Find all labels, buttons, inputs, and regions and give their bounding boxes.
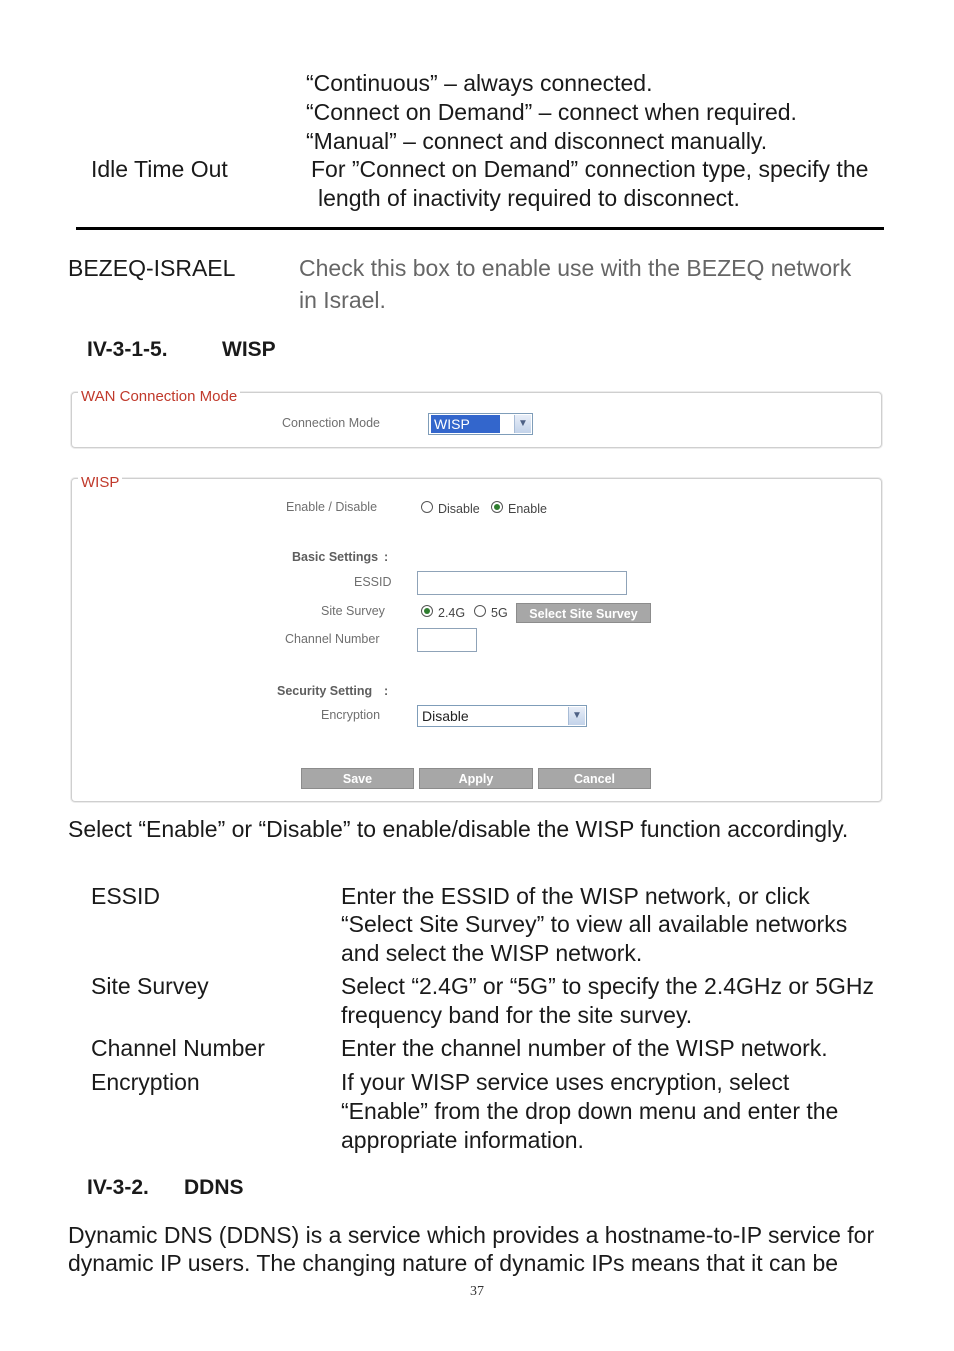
security-setting-label: Security Setting (277, 684, 373, 698)
wisp-legend: WISP (78, 474, 122, 491)
enable-radio-label: Enable (508, 502, 547, 516)
encryption-desc-3: appropriate information. (341, 1127, 584, 1153)
channel-number-input[interactable] (417, 628, 477, 652)
idle-timeout-desc-1: For ”Connect on Demand” connection type, specify the (311, 156, 869, 182)
continuous-desc: “Continuous” – always connected. (306, 70, 653, 96)
site-survey-label: Site Survey (321, 604, 385, 618)
basic-settings-label: Basic Settings (292, 550, 379, 564)
cancel-button[interactable]: Cancel (538, 768, 651, 789)
section-wisp-number: IV-3-1-5. (87, 338, 168, 361)
connection-mode-label: Connection Mode (282, 416, 380, 430)
essid-desc-3: and select the WISP network. (341, 940, 643, 966)
encryption-select[interactable] (417, 705, 587, 727)
channel-number-desc-1: Enter the channel number of the WISP network. (341, 1035, 828, 1061)
bezeq-term: BEZEQ-ISRAEL (68, 255, 236, 281)
select-site-survey-button[interactable]: Select Site Survey (516, 603, 651, 623)
idle-timeout-desc-2: length of inactivity required to disconnect. (318, 185, 740, 211)
idle-timeout-term: Idle Time Out (91, 156, 228, 182)
encryption-term: Encryption (91, 1069, 200, 1095)
apply-button[interactable]: Apply (419, 768, 533, 789)
site-survey-term: Site Survey (91, 973, 209, 999)
encryption-value: Disable (422, 708, 469, 724)
disable-radio-label: Disable (438, 502, 480, 516)
essid-desc-2: “Select Site Survey” to view all available networks (341, 911, 848, 937)
on-demand-desc: “Connect on Demand” – connect when required. (306, 99, 797, 125)
channel-number-label: Channel Number (285, 632, 380, 646)
band-24g-radio[interactable] (421, 605, 433, 617)
band-5g-radio[interactable] (474, 605, 486, 617)
chevron-down-icon: ▼ (568, 707, 585, 725)
manual-desc: “Manual” – connect and disconnect manually. (306, 128, 768, 154)
table-bottom-rule (76, 227, 884, 230)
ddns-intro-1: Dynamic DNS (DDNS) is a service which provides a hostname-to-IP service for (68, 1222, 875, 1248)
encryption-desc-2: “Enable” from the drop down menu and enter the (341, 1098, 839, 1124)
security-setting-colon: : (384, 684, 389, 698)
connection-mode-value: WISP (431, 415, 500, 433)
channel-number-term: Channel Number (91, 1035, 265, 1061)
save-button[interactable]: Save (301, 768, 414, 789)
section-wisp-title: WISP (222, 338, 276, 361)
essid-desc-1: Enter the ESSID of the WISP network, or click (341, 883, 810, 909)
encryption-desc-1: If your WISP service uses encryption, select (341, 1069, 790, 1095)
disable-radio[interactable] (421, 501, 433, 513)
site-survey-desc-2: frequency band for the site survey. (341, 1002, 693, 1028)
basic-settings-colon: : (384, 550, 389, 564)
band-5g-label: 5G (491, 606, 508, 620)
chevron-down-icon: ▼ (514, 415, 531, 433)
enable-disable-label: Enable / Disable (286, 500, 378, 514)
wan-legend: WAN Connection Mode (78, 388, 240, 405)
essid-input[interactable] (417, 571, 627, 595)
band-24g-label: 2.4G (438, 606, 466, 620)
bezeq-desc-1: Check this box to enable use with the BEZEQ network (299, 255, 852, 281)
essid-term: ESSID (91, 883, 161, 909)
page-number: 37 (470, 1284, 484, 1299)
wisp-intro: Select “Enable” or “Disable” to enable/disable the WISP function accordingly. (68, 816, 849, 842)
section-ddns-title: DDNS (184, 1176, 244, 1199)
essid-label: ESSID (354, 575, 392, 589)
connection-mode-select[interactable] (428, 413, 533, 435)
enable-radio[interactable] (491, 501, 503, 513)
encryption-label: Encryption (321, 708, 381, 722)
ddns-intro-2: dynamic IP users. The changing nature of dynamic IPs means that it can be (68, 1250, 839, 1276)
site-survey-desc-1: Select “2.4G” or “5G” to specify the 2.4GHz or 5GHz (341, 973, 875, 999)
bezeq-desc-2: in Israel. (299, 287, 386, 313)
section-ddns-number: IV-3-2. (87, 1176, 149, 1199)
